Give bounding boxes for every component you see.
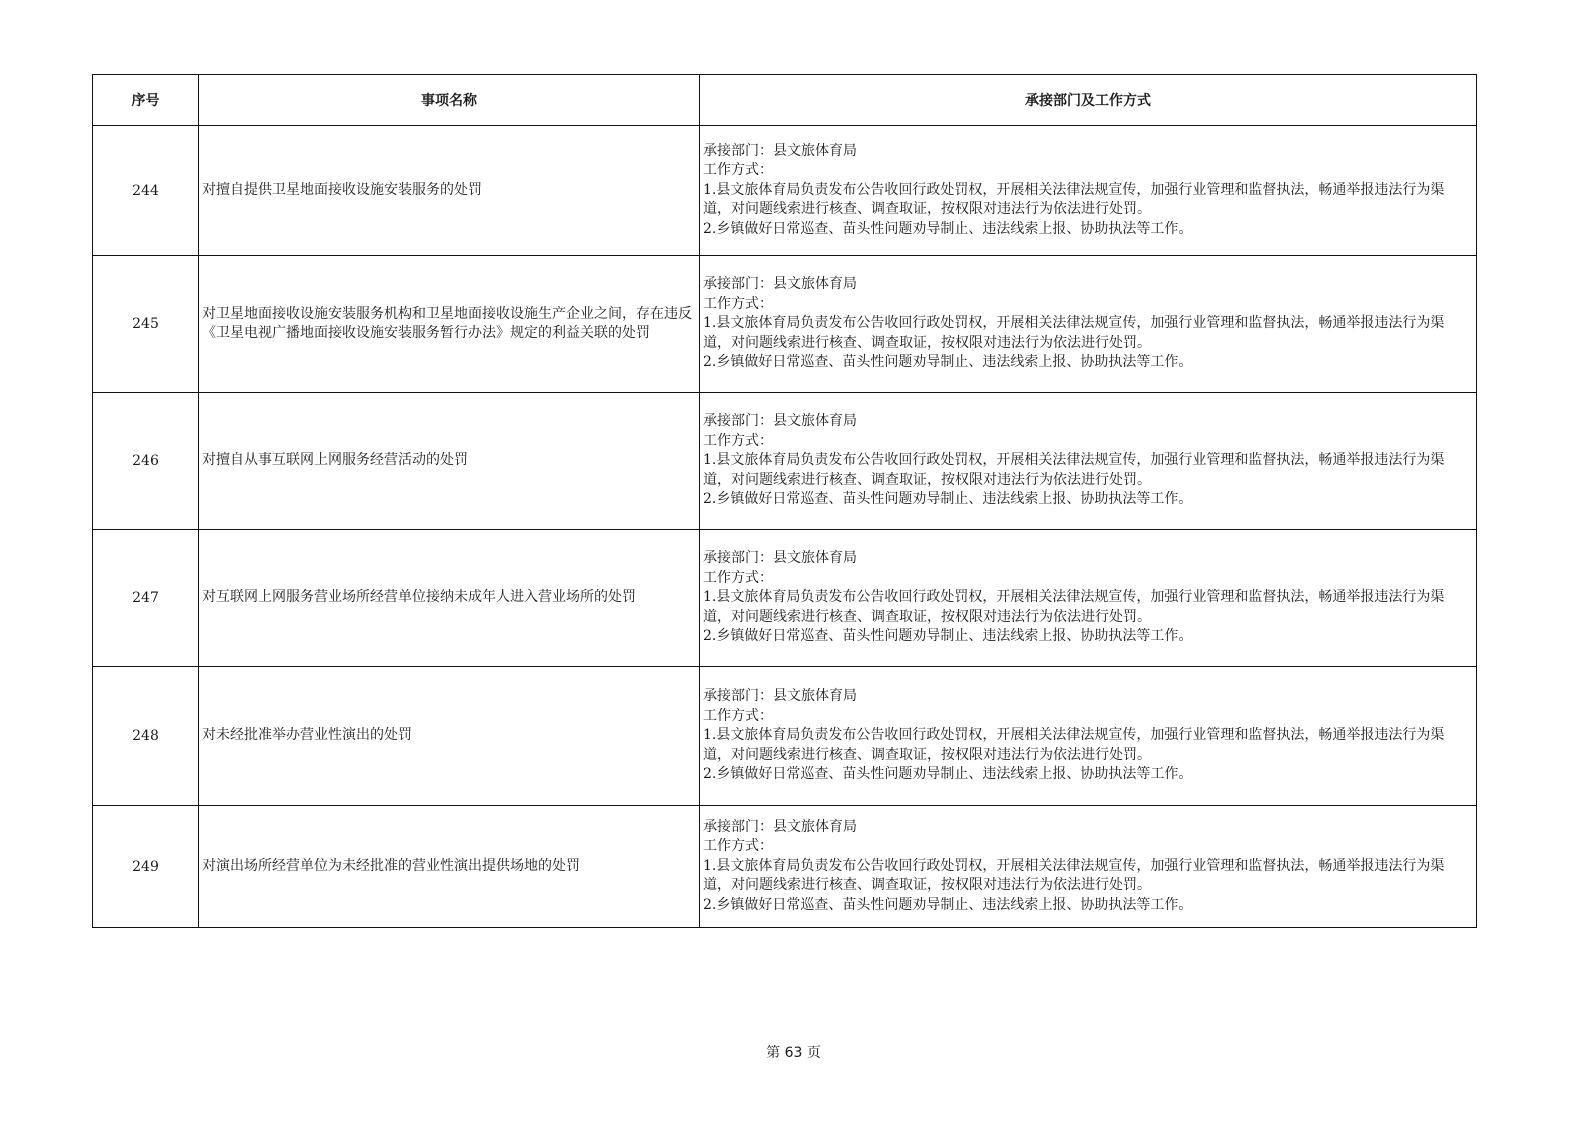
dept-line: 承接部门：县文旅体育局 (703, 142, 857, 159)
method-item-2: 2.乡镇做好日常巡查、苗头性问题劝导制止、违法线索上报、协助执法等工作。 (703, 766, 1193, 783)
header-seq: 序号 (93, 75, 199, 126)
dept-line: 承接部门：县文旅体育局 (703, 276, 857, 293)
method-item-2: 2.乡镇做好日常巡查、苗头性问题劝导制止、违法线索上报、协助执法等工作。 (703, 220, 1193, 237)
page-number: 第 63 页 (766, 1045, 821, 1061)
row-seq: 244 (93, 126, 199, 256)
matters-table (92, 74, 1477, 928)
method-label: 工作方式： (703, 569, 773, 586)
row-name: 对擅自提供卫星地面接收设施安装服务的处罚 (199, 126, 700, 256)
dept-line: 承接部门：县文旅体育局 (703, 818, 857, 835)
method-item-1: 1.县文旅体育局负责发布公告收回行政处罚权，开展相关法律法规宣传，加强行业管理和监督执法，畅通举报违法行为渠道，对问题线索进行核查、调查取证，按权限对违法行为依法进行处罚。 (703, 315, 1445, 351)
table-row (93, 256, 1477, 393)
method-item-2: 2.乡镇做好日常巡查、苗头性问题劝导制止、违法线索上报、协助执法等工作。 (703, 354, 1193, 371)
row-name: 对擅自从事互联网上网服务经营活动的处罚 (199, 393, 700, 530)
method-item-1: 1.县文旅体育局负责发布公告收回行政处罚权，开展相关法律法规宣传，加强行业管理和监督执法，畅通举报违法行为渠道，对问题线索进行核查、调查取证，按权限对违法行为依法进行处罚。 (703, 857, 1445, 894)
method-item-1: 1.县文旅体育局负责发布公告收回行政处罚权，开展相关法律法规宣传，加强行业管理和监督执法，畅通举报违法行为渠道，对问题线索进行核查、调查取证，按权限对违法行为依法进行处罚。 (703, 452, 1445, 488)
table-row (93, 806, 1477, 928)
method-item-2: 2.乡镇做好日常巡查、苗头性问题劝导制止、违法线索上报、协助执法等工作。 (703, 896, 1193, 913)
table-row (93, 126, 1477, 256)
method-item-2: 2.乡镇做好日常巡查、苗头性问题劝导制止、违法线索上报、协助执法等工作。 (703, 628, 1193, 645)
row-seq: 245 (93, 256, 199, 393)
row-name: 对未经批准举办营业性演出的处罚 (199, 667, 700, 806)
method-item-1: 1.县文旅体育局负责发布公告收回行政处罚权，开展相关法律法规宣传，加强行业管理和监督执法，畅通举报违法行为渠道，对问题线索进行核查、调查取证，按权限对违法行为依法进行处罚。 (703, 589, 1445, 625)
table-row (93, 667, 1477, 806)
row-dept (700, 126, 1477, 256)
row-dept (700, 806, 1477, 928)
method-label: 工作方式： (703, 838, 773, 855)
row-dept (700, 256, 1477, 393)
row-name: 对互联网上网服务营业场所经营单位接纳未成年人进入营业场所的处罚 (199, 530, 700, 667)
method-label: 工作方式： (703, 707, 773, 724)
dept-line: 承接部门：县文旅体育局 (703, 550, 857, 567)
row-name: 对演出场所经营单位为未经批准的营业性演出提供场地的处罚 (199, 806, 700, 928)
table-row (93, 530, 1477, 667)
table-header-row (93, 75, 1477, 126)
row-seq: 246 (93, 393, 199, 530)
row-dept (700, 667, 1477, 806)
row-seq: 247 (93, 530, 199, 667)
row-name: 对卫星地面接收设施安装服务机构和卫星地面接收设施生产企业之间，存在违反《卫星电视广播地面接收设施安装服务暂行办法》规定的利益关联的处罚 (199, 256, 700, 393)
table-row (93, 393, 1477, 530)
method-label: 工作方式： (703, 295, 773, 312)
row-seq: 248 (93, 667, 199, 806)
row-dept (700, 393, 1477, 530)
header-dept: 承接部门及工作方式 (700, 75, 1477, 126)
method-label: 工作方式： (703, 432, 773, 449)
method-label: 工作方式： (703, 162, 773, 179)
method-item-2: 2.乡镇做好日常巡查、苗头性问题劝导制止、违法线索上报、协助执法等工作。 (703, 491, 1193, 508)
method-item-1: 1.县文旅体育局负责发布公告收回行政处罚权，开展相关法律法规宣传，加强行业管理和监督执法，畅通举报违法行为渠道，对问题线索进行核查、调查取证，按权限对违法行为依法进行处罚。 (703, 727, 1445, 763)
row-dept (700, 530, 1477, 667)
row-seq: 249 (93, 806, 199, 928)
dept-line: 承接部门：县文旅体育局 (703, 413, 857, 430)
method-item-1: 1.县文旅体育局负责发布公告收回行政处罚权，开展相关法律法规宣传，加强行业管理和监督执法，畅通举报违法行为渠道，对问题线索进行核查、调查取证，按权限对违法行为依法进行处罚。 (703, 181, 1445, 218)
header-name: 事项名称 (199, 75, 700, 126)
dept-line: 承接部门：县文旅体育局 (703, 688, 857, 705)
